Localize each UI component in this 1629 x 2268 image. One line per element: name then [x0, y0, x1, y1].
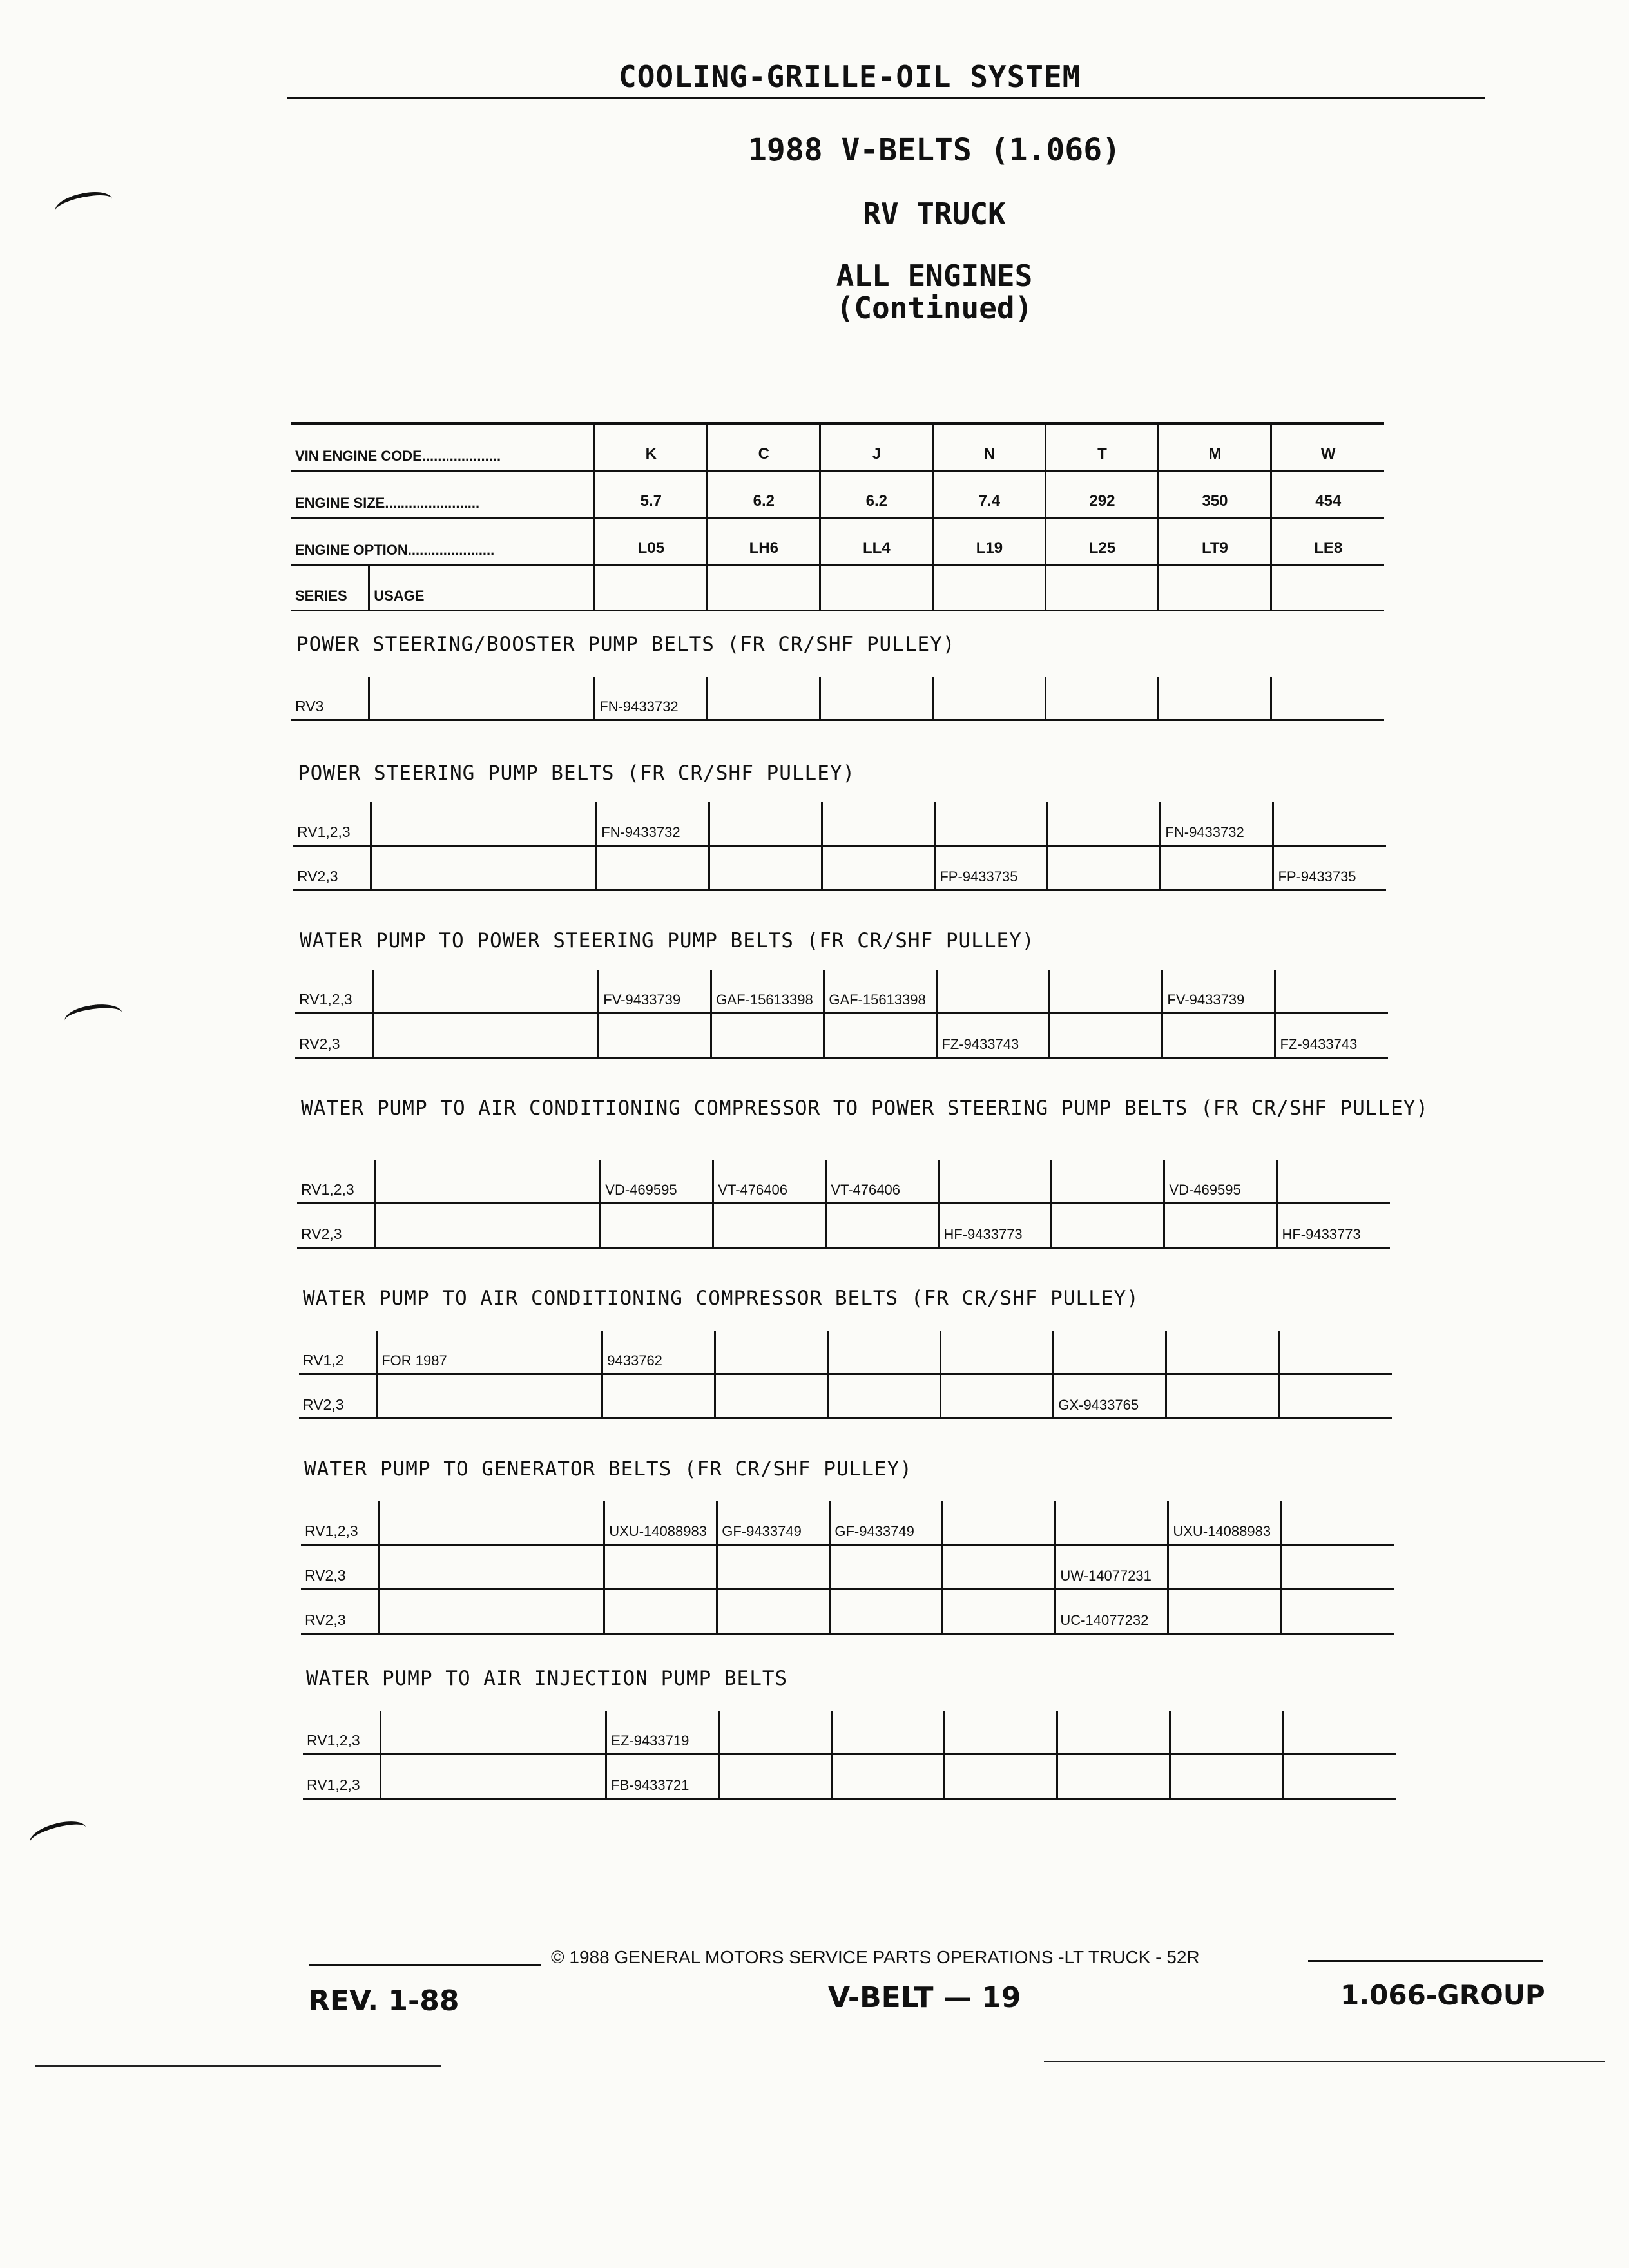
engine-size-cell: 6.2	[708, 471, 820, 518]
belt-row	[295, 970, 1388, 1014]
part-number-cell	[719, 1754, 832, 1799]
belt-row	[297, 1204, 1390, 1248]
bottom-rule-right	[1044, 2061, 1605, 2062]
part-number-cell	[1052, 1160, 1164, 1204]
section-title: WATER PUMP TO POWER STEERING PUMP BELTS (FR CR/SHF PULLEY)	[300, 929, 1035, 952]
part-number-cell: FB-9433721	[606, 1754, 719, 1799]
part-number-cell	[1050, 970, 1162, 1014]
part-number-cell	[1168, 1590, 1281, 1634]
empty-cell	[1271, 565, 1384, 611]
part-number-cell: GAF-15613398	[711, 970, 824, 1014]
part-number-cell	[830, 1545, 943, 1590]
doc-title: 1988 V-BELTS (1.066)	[748, 132, 1121, 168]
part-number-cell	[1281, 1501, 1394, 1545]
part-number-cell	[1279, 1331, 1392, 1374]
usage-cell: FOR 1987	[377, 1331, 602, 1374]
part-number-cell: GAF-15613398	[824, 970, 937, 1014]
part-number-cell	[830, 1590, 943, 1634]
engine-option-cell: L25	[1046, 518, 1159, 565]
part-number-cell	[1275, 970, 1388, 1014]
part-number-cell: UXU-14088983	[1168, 1501, 1281, 1545]
part-number-cell	[941, 1374, 1054, 1419]
usage-cell	[371, 846, 597, 890]
empty-cell	[820, 565, 933, 611]
vin-code-cell: W	[1271, 423, 1384, 471]
part-number-cell	[1283, 1754, 1396, 1799]
usage-cell	[379, 1590, 604, 1634]
belt-row	[299, 1331, 1392, 1374]
part-number-cell	[1162, 1014, 1275, 1058]
part-number-cell	[935, 802, 1048, 846]
part-number-cell	[715, 1374, 828, 1419]
belt-row	[303, 1711, 1396, 1754]
hole-punch-mark-3	[27, 1816, 89, 1854]
belt-table	[303, 1711, 1396, 1800]
usage-cell	[379, 1501, 604, 1545]
part-number-cell: FV-9433739	[1162, 970, 1275, 1014]
part-number-cell	[604, 1590, 717, 1634]
part-number-cell: GX-9433765	[1054, 1374, 1166, 1419]
engine-option-cell: LH6	[708, 518, 820, 565]
belt-row	[291, 677, 1384, 720]
part-number-cell	[1283, 1711, 1396, 1754]
part-number-cell	[1055, 1501, 1168, 1545]
part-number-cell	[1273, 802, 1386, 846]
belt-table	[297, 1160, 1390, 1249]
belt-table	[301, 1501, 1394, 1635]
part-number-cell	[1279, 1374, 1392, 1419]
part-number-cell	[1277, 1160, 1390, 1204]
header-rule	[287, 97, 1485, 99]
part-number-cell	[1048, 802, 1161, 846]
part-number-cell	[713, 1204, 826, 1248]
part-number-cell	[824, 1014, 937, 1058]
usage-cell	[381, 1711, 606, 1754]
part-number-cell: FN-9433732	[1161, 802, 1273, 846]
part-number-cell: FV-9433739	[599, 970, 711, 1014]
section-title: WATER PUMP TO AIR INJECTION PUMP BELTS	[306, 1667, 788, 1690]
empty-cell	[1159, 565, 1271, 611]
part-number-cell: VT-476406	[713, 1160, 826, 1204]
part-number-cell	[717, 1545, 830, 1590]
section-title: POWER STEERING/BOOSTER PUMP BELTS (FR CR/SHF PULLEY)	[296, 633, 956, 656]
part-number-cell: UXU-14088983	[604, 1501, 717, 1545]
part-number-cell	[832, 1711, 945, 1754]
part-number-cell	[1161, 846, 1273, 890]
belt-row	[303, 1754, 1396, 1799]
part-number-cell	[597, 846, 709, 890]
part-number-cell	[1164, 1204, 1277, 1248]
usage-cell	[375, 1204, 601, 1248]
empty-cell	[708, 565, 820, 611]
vin-code-row	[291, 423, 1384, 471]
usage-cell	[379, 1545, 604, 1590]
series-cell: RV2,3	[297, 1204, 375, 1248]
system-title: COOLING-GRILLE-OIL SYSTEM	[619, 59, 1081, 94]
vin-code-cell: J	[820, 423, 933, 471]
part-number-cell	[1159, 677, 1271, 720]
part-number-cell	[945, 1754, 1057, 1799]
usage-cell	[369, 677, 595, 720]
part-number-cell	[1168, 1545, 1281, 1590]
usage-cell	[371, 802, 597, 846]
part-number-cell	[1050, 1014, 1162, 1058]
part-number-cell	[941, 1331, 1054, 1374]
engine-size-label: ENGINE SIZE........................	[291, 471, 595, 518]
part-number-cell	[828, 1374, 941, 1419]
usage-cell	[377, 1374, 602, 1419]
engines-line-1: ALL ENGINES	[836, 258, 1033, 293]
bottom-rule-left	[35, 2065, 441, 2067]
section-title: WATER PUMP TO AIR CONDITIONING COMPRESSOR BELTS (FR CR/SHF PULLEY)	[303, 1287, 1139, 1310]
series-cell: RV2,3	[299, 1374, 377, 1419]
engine-size-cell: 350	[1159, 471, 1271, 518]
part-number-cell	[601, 1204, 713, 1248]
section-title: WATER PUMP TO GENERATOR BELTS (FR CR/SHF PULLEY)	[304, 1457, 912, 1481]
belt-table	[299, 1331, 1392, 1419]
belt-row	[301, 1501, 1394, 1545]
part-number-cell	[1057, 1754, 1170, 1799]
belt-row	[293, 846, 1386, 890]
part-number-cell	[1281, 1545, 1394, 1590]
usage-header: USAGE	[369, 565, 595, 611]
belt-row	[301, 1545, 1394, 1590]
part-number-cell	[933, 677, 1046, 720]
part-number-cell	[1057, 1711, 1170, 1754]
vin-code-cell: C	[708, 423, 820, 471]
engine-option-cell: LL4	[820, 518, 933, 565]
part-number-cell	[604, 1545, 717, 1590]
series-usage-row	[291, 565, 1384, 611]
part-number-cell	[1271, 677, 1384, 720]
vin-code-label: VIN ENGINE CODE....................	[291, 423, 595, 471]
vin-code-cell: K	[595, 423, 708, 471]
hole-punch-mark-1	[53, 187, 115, 222]
series-cell: RV2,3	[301, 1545, 379, 1590]
part-number-cell	[717, 1590, 830, 1634]
part-number-cell: VD-469595	[601, 1160, 713, 1204]
part-number-cell	[709, 802, 822, 846]
part-number-cell	[828, 1331, 941, 1374]
part-number-cell: GF-9433749	[717, 1501, 830, 1545]
usage-cell	[373, 1014, 599, 1058]
belt-table	[295, 970, 1388, 1059]
part-number-cell	[1046, 677, 1159, 720]
section-title: POWER STEERING PUMP BELTS (FR CR/SHF PULLEY)	[298, 762, 856, 785]
series-cell: RV1,2	[299, 1331, 377, 1374]
footer-rule-left	[309, 1964, 541, 1966]
engine-spec-table	[291, 422, 1384, 611]
series-header: SERIES	[291, 565, 369, 611]
part-number-cell: FN-9433732	[597, 802, 709, 846]
part-number-cell: FP-9433735	[935, 846, 1048, 890]
series-cell: RV1,2,3	[293, 802, 371, 846]
engine-size-cell: 292	[1046, 471, 1159, 518]
part-number-cell: EZ-9433719	[606, 1711, 719, 1754]
part-number-cell: FN-9433732	[595, 677, 708, 720]
vin-code-cell: M	[1159, 423, 1271, 471]
belt-row	[293, 802, 1386, 846]
series-cell: RV2,3	[295, 1014, 373, 1058]
part-number-cell: HF-9433773	[1277, 1204, 1390, 1248]
part-number-cell	[602, 1374, 715, 1419]
part-number-cell	[943, 1501, 1055, 1545]
hole-punch-mark-2	[63, 1001, 124, 1032]
empty-cell	[933, 565, 1046, 611]
part-number-cell	[1166, 1331, 1279, 1374]
engine-size-cell: 454	[1271, 471, 1384, 518]
part-number-cell	[943, 1590, 1055, 1634]
empty-cell	[1046, 565, 1159, 611]
vin-code-cell: N	[933, 423, 1046, 471]
vehicle-title: RV TRUCK	[863, 197, 1006, 231]
part-number-cell: UW-14077231	[1055, 1545, 1168, 1590]
empty-cell	[595, 565, 708, 611]
part-number-cell: HF-9433773	[939, 1204, 1052, 1248]
belt-row	[295, 1014, 1388, 1058]
part-number-cell	[1052, 1204, 1164, 1248]
part-number-cell: 9433762	[602, 1331, 715, 1374]
footer-group: 1.066-GROUP	[1340, 1979, 1545, 2011]
footer-rule-right	[1308, 1960, 1543, 1962]
engine-size-cell: 7.4	[933, 471, 1046, 518]
part-number-cell	[1170, 1711, 1283, 1754]
part-number-cell: FZ-9433743	[937, 1014, 1050, 1058]
part-number-cell	[711, 1014, 824, 1058]
engine-option-cell: LE8	[1271, 518, 1384, 565]
belt-row	[299, 1374, 1392, 1419]
part-number-cell	[937, 970, 1050, 1014]
usage-cell	[373, 970, 599, 1014]
section-title: WATER PUMP TO AIR CONDITIONING COMPRESSOR TO POWER STEERING PUMP BELTS (FR CR/SHF PULLEY)	[301, 1097, 1429, 1120]
series-cell: RV3	[291, 677, 369, 720]
part-number-cell	[1170, 1754, 1283, 1799]
part-number-cell	[820, 677, 933, 720]
belt-row	[297, 1160, 1390, 1204]
part-number-cell: FP-9433735	[1273, 846, 1386, 890]
part-number-cell: VD-469595	[1164, 1160, 1277, 1204]
part-number-cell	[945, 1711, 1057, 1754]
engine-option-cell: LT9	[1159, 518, 1271, 565]
part-number-cell: VT-476406	[826, 1160, 939, 1204]
part-number-cell	[939, 1160, 1052, 1204]
part-number-cell	[1048, 846, 1161, 890]
footer-page-number: V-BELT — 19	[828, 1981, 1021, 2014]
part-number-cell	[719, 1711, 832, 1754]
series-cell: RV1,2,3	[301, 1501, 379, 1545]
usage-cell	[375, 1160, 601, 1204]
engines-title	[644, 260, 1224, 324]
part-number-cell	[599, 1014, 711, 1058]
engine-option-label: ENGINE OPTION......................	[291, 518, 595, 565]
part-number-cell	[1281, 1590, 1394, 1634]
part-number-cell	[708, 677, 820, 720]
part-number-cell	[822, 802, 935, 846]
engine-option-cell: L05	[595, 518, 708, 565]
part-number-cell: FZ-9433743	[1275, 1014, 1388, 1058]
engine-option-cell: L19	[933, 518, 1046, 565]
part-number-cell	[822, 846, 935, 890]
part-number-cell	[832, 1754, 945, 1799]
series-cell: RV1,2,3	[295, 970, 373, 1014]
part-number-cell	[1166, 1374, 1279, 1419]
footer-revision: REV. 1-88	[308, 1984, 459, 2017]
engine-size-cell: 6.2	[820, 471, 933, 518]
belt-table	[293, 802, 1386, 891]
series-cell: RV1,2,3	[297, 1160, 375, 1204]
part-number-cell	[709, 846, 822, 890]
part-number-cell	[826, 1204, 939, 1248]
series-cell: RV1,2,3	[303, 1754, 381, 1799]
series-cell: RV2,3	[293, 846, 371, 890]
part-number-cell	[1054, 1331, 1166, 1374]
part-number-cell	[715, 1331, 828, 1374]
usage-cell	[381, 1754, 606, 1799]
footer-copyright: © 1988 GENERAL MOTORS SERVICE PARTS OPERATIONS -LT TRUCK - 52R	[551, 1947, 1200, 1967]
series-cell: RV2,3	[301, 1590, 379, 1634]
belt-row	[301, 1590, 1394, 1634]
part-number-cell: GF-9433749	[830, 1501, 943, 1545]
series-cell: RV1,2,3	[303, 1711, 381, 1754]
engine-option-row	[291, 518, 1384, 565]
engine-size-cell: 5.7	[595, 471, 708, 518]
engines-line-2: (Continued)	[836, 291, 1033, 325]
engine-size-row	[291, 471, 1384, 518]
belt-table	[291, 677, 1384, 721]
vin-code-cell: T	[1046, 423, 1159, 471]
part-number-cell: UC-14077232	[1055, 1590, 1168, 1634]
part-number-cell	[943, 1545, 1055, 1590]
